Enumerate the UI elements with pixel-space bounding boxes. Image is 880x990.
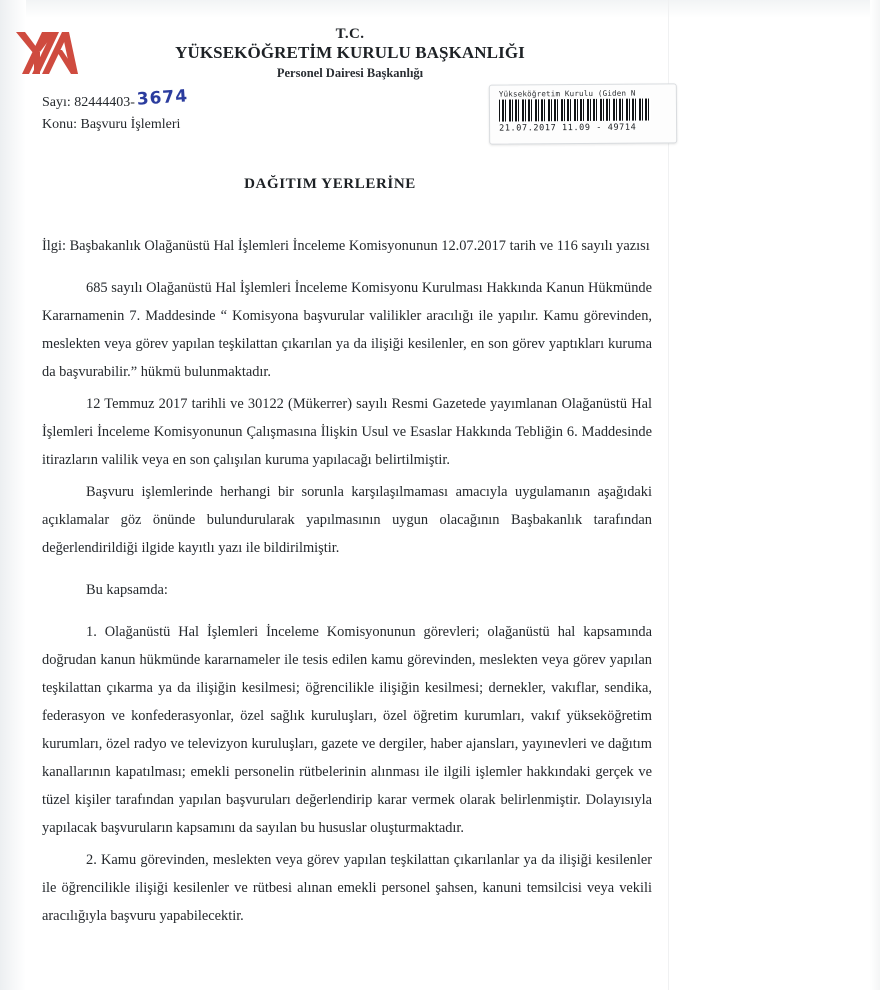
reference-paragraph: İlgi: Başbakanlık Olağanüstü Hal İşlemleri İnceleme Komisyonunun 12.07.2017 tarih ve 116 sayılı yazısı [42, 238, 650, 254]
yok-logo-icon [16, 30, 78, 76]
department-name: Personel Dairesi Başkanlığı [276, 65, 424, 80]
body-paragraph-2: 12 Temmuz 2017 tarihli ve 30122 (Mükerrer) sayılı Resmi Gazetede yayımlanan Olağanüstü Hal İşlemleri İnceleme Komisyonunun Çalışmasına İlişkin Usul ve Esaslar Hakkında Tebliğin 6. Maddesinde itirazların valilik veya en son çalışılan kuruma yapılacağı belirtilmiştir. [42, 396, 652, 468]
organization-name: YÜKSEKÖĞRETİM KURULU BAŞKANLIĞI [175, 43, 525, 63]
letterhead-titles [140, 26, 560, 81]
tc-line: T.C. [335, 26, 365, 42]
sayi-row [42, 88, 188, 114]
document-meta [42, 88, 188, 136]
body-paragraph-3: Başvuru işlemlerinde herhangi bir sorunla karşılaşılmaması amacıyla uygulamanın aşağıdaki açıklamalar göz önünde bulundurularak yapılmasının uygun olacağının Başbakanlık tarafından değerlendirildiği ilgide kayıtlı yazı ile bildirilmiştir. [42, 484, 652, 556]
page-title: DAĞITIM YERLERİNE [244, 176, 416, 192]
stamp-title: Yükseköğretim Kurulu (Giden N [498, 88, 636, 99]
body-paragraph-4: Bu kapsamda: [86, 582, 168, 598]
konu-row [42, 114, 188, 136]
sayi-label: Sayı: [42, 95, 71, 110]
numbered-item-1: 1. Olağanüstü Hal İşlemleri İnceleme Komisyonunun görevleri; olağanüstü hal kapsamında doğrudan kanun hükmünde kararnameler ile tesis edilen kamu görevinden, meslekten veya görev yapılan teşkilattan çıkarma ya da ilişiğin kesilmesi; öğrencilikle ilişiğin kesilmesi; dernekler, vakıflar, sendika, federasyon ve konfederasyonlar, özel sağlık kuruluşları, özel öğretim kurumları, vakıf yükseköğretim kurumları, özel radyo ve televizyon kuruluşları, gazete ve dergiler, haber ajansları, yayınevleri ve dağıtım kanallarının kapatılması; emekli personelin rütbelerinin alınması ile ilgili işlemler hakkındaki gerçek ve tüzel kişiler tarafından yapılan başvuruları değerlendirip karar vermek olarak belirlenmiştir. Dolayısıyla yapılacak başvuruların kapsamını da sayılan bu hususlar oluşturmaktadır. [42, 624, 652, 836]
konu-label: Konu: [42, 117, 77, 133]
sayi-handwritten-number: 3674 [136, 86, 189, 110]
body-paragraph-1: 685 sayılı Olağanüstü Hal İşlemleri İnceleme Komisyonu Kurulması Hakkında Kanun Hükmünde Kararnamenin 7. Maddesinde “ Komisyona başvurular valilikler aracılığı ile yapılır. Kamu görevinden, meslekten veya görev yapılan teşkilattan çıkarılan ya da ilişiği kesilenler, en son görev yaptıkları kuruma da başvurabilir.” hükmü bulunmaktadır. [42, 280, 652, 380]
barcode-icon [499, 99, 651, 122]
registry-barcode-stamp [489, 83, 677, 144]
stamp-code: 21.07.2017 11.09 - 49714 [499, 122, 637, 134]
sayi-value: 82444403- [74, 95, 135, 110]
scan-right-shading [870, 0, 880, 990]
paper-fold-line [668, 0, 669, 990]
scan-left-shading [0, 0, 26, 990]
document-body [42, 232, 652, 930]
scan-top-shading [0, 0, 880, 18]
numbered-item-2: 2. Kamu görevinden, meslekten veya görev yapılan teşkilattan çıkarılanlar ya da ilişiği kesilenler ile öğrencilikle ilişiği kesilenler ve rütbesi alınan emekli personel şahsen, kanuni temsilcisi veya vekili aracılığıyla başvuru yapabilecektir. [42, 852, 652, 924]
konu-value: Başvuru İşlemleri [80, 117, 181, 133]
